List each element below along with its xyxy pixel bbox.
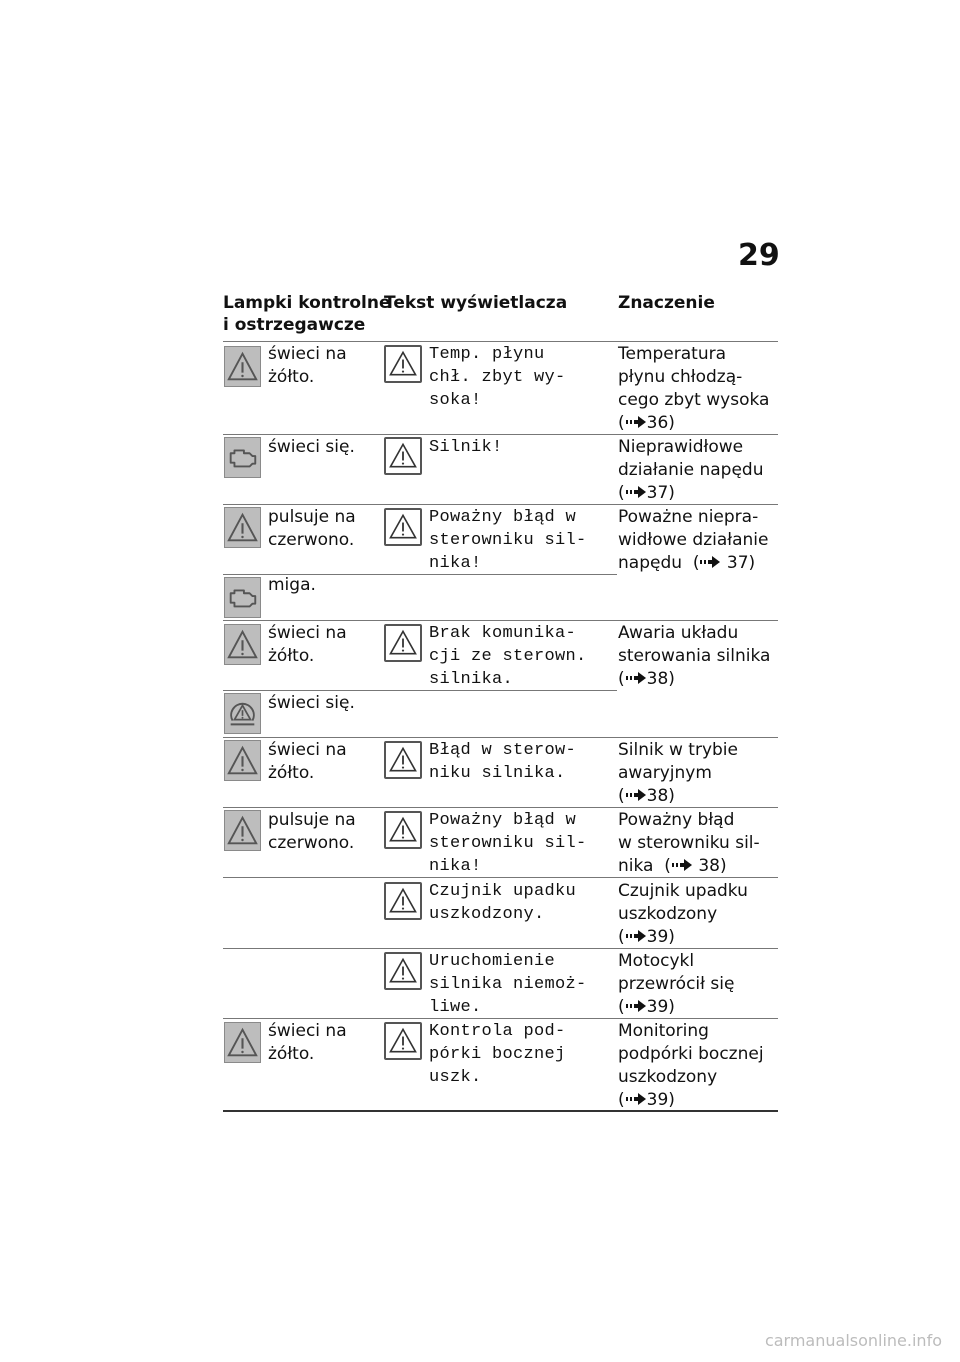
display-text (429, 809, 587, 878)
display-warning-icon (384, 345, 422, 383)
row-divider (223, 620, 778, 621)
reference-page: 39 (646, 997, 669, 1017)
engine-icon (224, 437, 261, 478)
display-line: Poważny błąd w (429, 508, 577, 527)
status-line: świeci na (268, 623, 347, 643)
lamp-status (268, 343, 347, 389)
meaning-line: sterowania silnika (618, 646, 771, 666)
meaning-line: Temperatura (618, 344, 727, 364)
reference-page: 37 (726, 553, 749, 573)
status-line: żółto. (268, 1044, 315, 1064)
display-line: Kontrola pod- (429, 1022, 566, 1041)
status-line: świeci się. (268, 693, 355, 713)
arrow-right-icon (625, 1092, 647, 1106)
status-line: pulsuje na (268, 810, 356, 830)
stability-warning-icon (224, 693, 261, 734)
header-line: i ostrzegawcze (223, 315, 366, 335)
lamp-status (268, 1020, 347, 1066)
arrow-right-icon (699, 555, 721, 569)
lamp-status (268, 809, 356, 855)
arrow-right-icon (625, 999, 647, 1013)
header-meaning: Znaczenie (618, 293, 715, 313)
display-line: silnika. (429, 670, 514, 689)
meaning-line: widłowe działanie (618, 530, 769, 550)
display-line: nika! (429, 554, 482, 573)
status-line: świeci na (268, 1021, 347, 1041)
display-warning-icon (384, 624, 422, 662)
arrow-right-icon (671, 858, 693, 872)
display-warning-icon (384, 882, 422, 920)
meaning-line: cego zbyt wysoka (618, 390, 770, 410)
lamp-status (268, 506, 356, 552)
meaning-line: Czujnik upadku (618, 881, 748, 901)
page-reference[interactable]: ( 39) (618, 997, 675, 1017)
lamp-status (268, 692, 355, 715)
status-line: żółto. (268, 646, 315, 666)
display-line: silnika niemoż- (429, 975, 587, 994)
display-line: uszk. (429, 1068, 482, 1087)
meaning-line: Poważny błąd (618, 810, 735, 830)
display-line: chł. zbyt wy- (429, 368, 566, 387)
display-text (429, 1020, 566, 1089)
meaning-text (618, 950, 734, 1019)
display-warning-icon (384, 508, 422, 546)
display-line: Temp. płynu (429, 345, 545, 364)
header-display-text: Tekst wyświetlacza (384, 293, 568, 313)
meaning-line: Silnik w trybie (618, 740, 738, 760)
arrow-right-icon (625, 788, 647, 802)
lamp-status (268, 574, 316, 597)
display-line: Uruchomienie (429, 952, 556, 971)
status-line: żółto. (268, 367, 315, 387)
arrow-right-icon (625, 415, 647, 429)
status-line: świeci na (268, 740, 347, 760)
warning-triangle-icon (224, 346, 261, 387)
meaning-line: Monitoring (618, 1021, 709, 1041)
lamp-status (268, 739, 347, 785)
display-line: Czujnik upadku (429, 882, 577, 901)
status-line: świeci się. (268, 437, 355, 457)
lamp-status (268, 436, 355, 459)
row-divider (223, 737, 778, 738)
page-number: 29 (738, 238, 780, 273)
display-text (429, 622, 587, 691)
meaning-line: działanie napędu (618, 460, 764, 480)
display-text (429, 880, 576, 926)
display-text (429, 739, 576, 785)
page-reference[interactable]: ( 38) (618, 786, 675, 806)
reference-page: 39 (646, 1090, 669, 1110)
meaning-text (618, 343, 769, 435)
display-line: sterowniku sil- (429, 531, 587, 550)
arrow-right-icon (625, 671, 647, 685)
display-warning-icon (384, 811, 422, 849)
meaning-line: uszkodzony (618, 904, 718, 924)
page-reference[interactable]: ( 37) (618, 483, 675, 503)
meaning-line: napędu (618, 553, 683, 573)
meaning-line: płynu chłodzą- (618, 367, 743, 387)
status-line: żółto. (268, 763, 315, 783)
arrow-right-icon (625, 929, 647, 943)
display-text (429, 436, 503, 459)
reference-page: 38 (646, 669, 669, 689)
display-text (429, 506, 587, 575)
display-text (429, 950, 587, 1019)
meaning-text (618, 1020, 764, 1112)
display-line: liwe. (429, 998, 482, 1017)
status-line: miga. (268, 575, 316, 595)
meaning-text (618, 506, 768, 575)
meaning-line: awaryjnym (618, 763, 712, 783)
warning-triangle-icon (224, 624, 261, 665)
display-warning-icon (384, 437, 422, 475)
meaning-line: Motocykl (618, 951, 695, 971)
meaning-text (618, 622, 770, 691)
display-line: nika! (429, 857, 482, 876)
display-warning-icon (384, 741, 422, 779)
page-reference[interactable]: ( 39) (618, 927, 675, 947)
page-reference[interactable]: nika ( 38) (618, 856, 727, 876)
display-line: Brak komunika- (429, 624, 577, 643)
display-warning-icon (384, 1022, 422, 1060)
reference-page: 36 (646, 413, 669, 433)
warning-triangle-icon (224, 740, 261, 781)
header-indicator-lamps (223, 292, 391, 336)
meaning-line: Poważne niepra- (618, 507, 759, 527)
lamp-status (268, 622, 347, 668)
row-divider (223, 341, 778, 342)
watermark-footer: carmanualsonline.info (764, 1331, 942, 1350)
display-line: Błąd w sterow- (429, 741, 577, 760)
meaning-line: Nieprawidłowe (618, 437, 744, 457)
reference-page: 38 (646, 786, 669, 806)
status-line: świeci na (268, 344, 347, 364)
meaning-text (618, 880, 748, 949)
engine-icon (224, 577, 261, 618)
display-line: cji ze sterown. (429, 647, 587, 666)
meaning-line: nika (618, 856, 654, 876)
display-line: Silnik! (429, 438, 503, 457)
page-reference[interactable]: napędu ( 37) (618, 553, 756, 573)
display-warning-icon (384, 952, 422, 990)
meaning-text (618, 809, 760, 878)
reference-page: 39 (646, 927, 669, 947)
display-line: sterowniku sil- (429, 834, 587, 853)
display-line: Poważny błąd w (429, 811, 577, 830)
display-line: pórki bocznej (429, 1045, 566, 1064)
meaning-line: w sterowniku sil- (618, 833, 760, 853)
header-line: Lampki kontrolne (223, 293, 391, 313)
meaning-line: uszkodzony (618, 1067, 718, 1087)
warning-triangle-icon (224, 1022, 261, 1063)
reference-page: 38 (698, 856, 720, 876)
display-line: niku silnika. (429, 764, 566, 783)
warning-triangle-icon (224, 810, 261, 851)
reference-page: 37 (646, 483, 669, 503)
status-line: czerwono. (268, 530, 355, 550)
meaning-line: podpórki bocznej (618, 1044, 764, 1064)
status-line: pulsuje na (268, 507, 356, 527)
meaning-text (618, 739, 738, 808)
page-reference[interactable]: ( 36) (618, 413, 675, 433)
arrow-right-icon (625, 485, 647, 499)
page-reference[interactable]: ( 39) (618, 1090, 675, 1110)
meaning-line: przewrócił się (618, 974, 735, 994)
meaning-text (618, 436, 763, 505)
display-text (429, 343, 566, 412)
meaning-line: Awaria układu (618, 623, 739, 643)
page-reference[interactable]: ( 38) (618, 669, 675, 689)
display-line: uszkodzony. (429, 905, 545, 924)
warning-triangle-icon (224, 507, 261, 548)
display-line: soka! (429, 391, 482, 410)
status-line: czerwono. (268, 833, 355, 853)
